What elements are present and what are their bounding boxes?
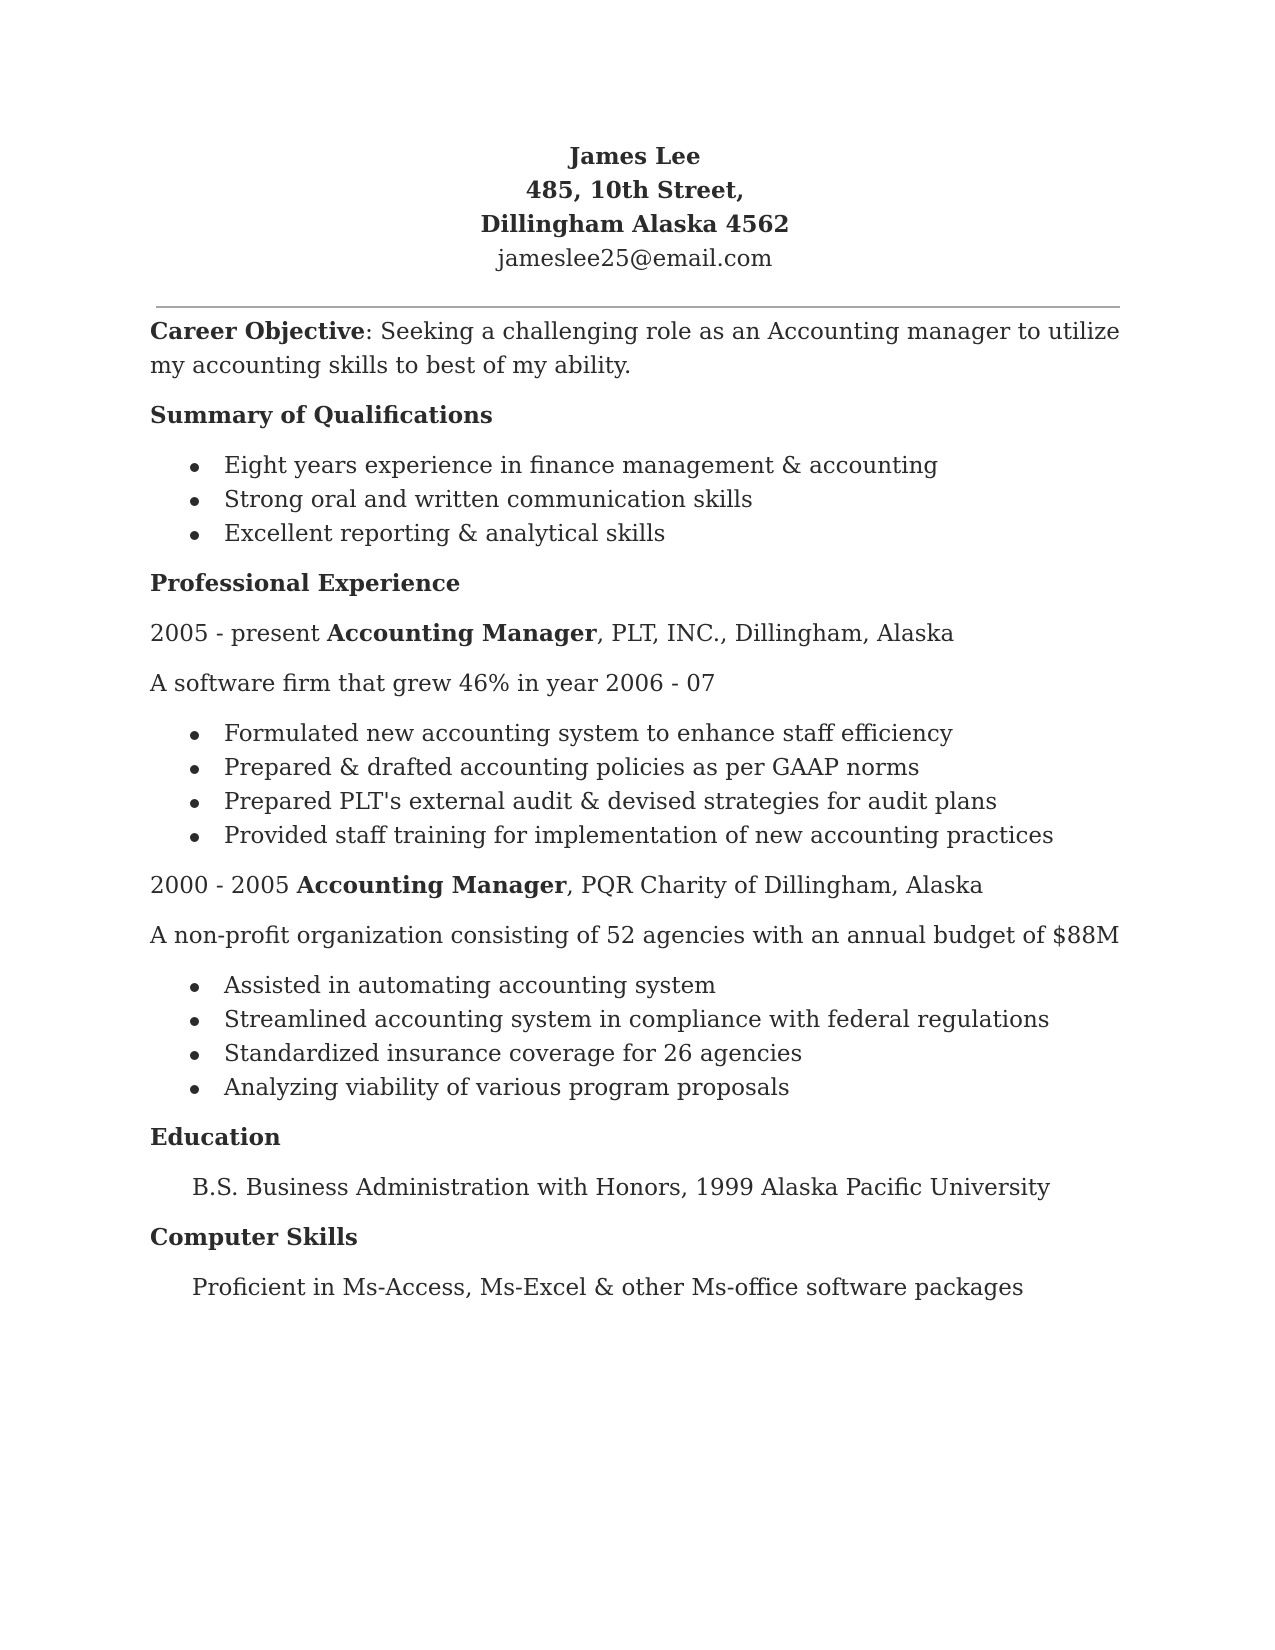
bullet-icon — [190, 833, 199, 842]
education-title: Education — [150, 1124, 281, 1151]
list-item: Strong oral and written communication skills — [150, 483, 1120, 517]
list-item: Prepared & drafted accounting policies as per GAAP norms — [150, 751, 1120, 785]
career-objective — [150, 315, 1120, 383]
job-duties-list — [150, 969, 1120, 1105]
bullet-icon — [190, 765, 199, 774]
list-item: Standardized insurance coverage for 26 agencies — [150, 1037, 1120, 1071]
education-entry: B.S. Business Administration with Honors, 1999 Alaska Pacific University — [192, 1175, 1051, 1201]
job-heading — [150, 869, 1120, 903]
list-item: Assisted in automating accounting system — [150, 969, 1120, 1003]
list-item: Analyzing viability of various program proposals — [150, 1071, 1120, 1105]
bullet-icon — [190, 1085, 199, 1094]
list-item: Formulated new accounting system to enhance staff efficiency — [150, 717, 1120, 751]
bullet-icon — [190, 1051, 199, 1060]
list-item: Prepared PLT's external audit & devised strategies for audit plans — [150, 785, 1120, 819]
job-duties-list — [150, 717, 1120, 853]
bullet-icon — [190, 799, 199, 808]
candidate-name: James Lee — [569, 143, 701, 170]
bullet-icon — [190, 731, 199, 740]
experience-title: Professional Experience — [150, 570, 461, 597]
resume-body — [150, 315, 1120, 1321]
list-item: Excellent reporting & analytical skills — [150, 517, 1120, 551]
list-item: Eight years experience in finance management & accounting — [150, 449, 1120, 483]
qualifications-list — [150, 449, 1120, 551]
job-period: 2005 - present — [150, 621, 328, 647]
address-line-2: Dillingham Alaska 4562 — [480, 211, 790, 238]
job-role: Accounting Manager — [296, 872, 567, 899]
job-employer: , PLT, INC., Dillingham, Alaska — [596, 621, 955, 647]
resume-header — [150, 140, 1120, 276]
computer-skills-entry: Proficient in Ms-Access, Ms-Excel & other Ms-office software packages — [192, 1275, 1024, 1301]
job-role: Accounting Manager — [327, 620, 597, 647]
job-description: A software firm that grew 46% in year 2006 - 07 — [150, 671, 716, 697]
email: jameslee25@email.com — [497, 246, 773, 272]
bullet-icon — [190, 983, 199, 992]
job-period: 2000 - 2005 — [150, 873, 297, 899]
bullet-icon — [190, 463, 199, 472]
job-description: A non-profit organization consisting of 52 agencies with an annual budget of $88M — [150, 923, 1120, 949]
address-line-1: 485, 10th Street, — [525, 177, 745, 204]
header-divider — [156, 306, 1120, 308]
list-item: Streamlined accounting system in compliance with federal regulations — [150, 1003, 1120, 1037]
bullet-icon — [190, 497, 199, 506]
career-objective-text: : Seeking a challenging role as an Accounting manager to utilize my accounting skills to best of my ability. — [150, 319, 1120, 379]
job-heading — [150, 617, 1120, 651]
career-objective-label: Career Objective — [150, 318, 366, 345]
list-item: Provided staff training for implementation of new accounting practices — [150, 819, 1120, 853]
job-employer: , PQR Charity of Dillingham, Alaska — [566, 873, 984, 899]
bullet-icon — [190, 531, 199, 540]
bullet-icon — [190, 1017, 199, 1026]
qualifications-title: Summary of Qualifications — [150, 402, 493, 429]
computer-skills-title: Computer Skills — [150, 1224, 358, 1251]
